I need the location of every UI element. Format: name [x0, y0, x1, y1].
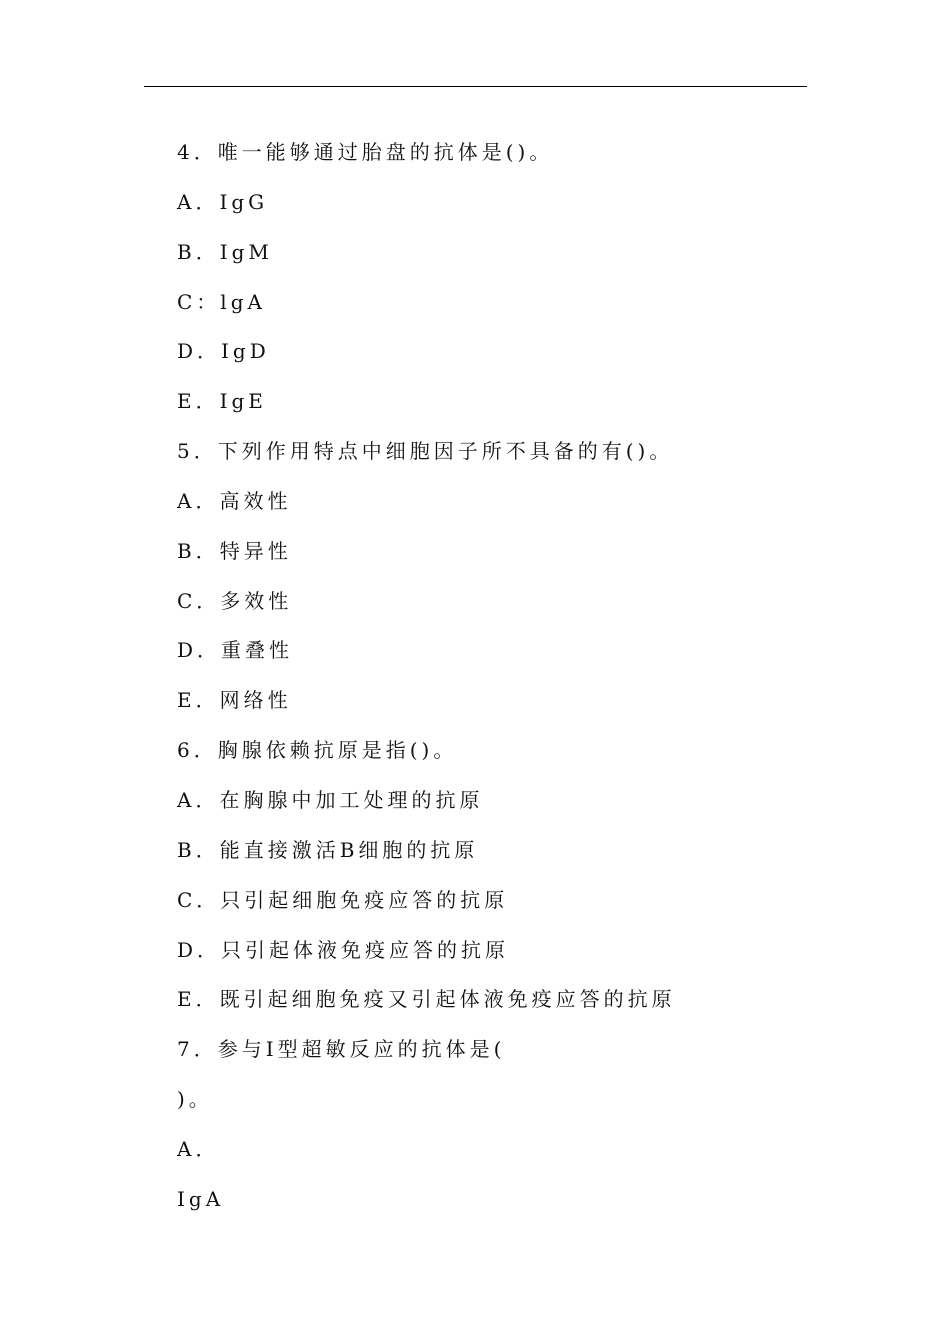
- header-rule: [144, 86, 807, 87]
- question-6-option-a: A．在胸腺中加工处理的抗原: [177, 787, 484, 812]
- question-6-option-e: E．既引起细胞免疫又引起体液免疫应答的抗原: [177, 987, 676, 1012]
- question-7-option-a-text: IgA: [177, 1186, 225, 1211]
- question-4-option-b: B．IgM: [177, 239, 273, 264]
- question-5: 5．下列作用特点中细胞因子所不具备的有()。: [177, 439, 674, 464]
- document-body: [177, 137, 817, 1234]
- question-5-option-d: D．重叠性: [177, 638, 294, 663]
- question-4-option-e: E．IgE: [177, 389, 267, 414]
- question-6: 6．胸腺依赖抗原是指()。: [177, 738, 458, 763]
- question-6-option-b: B．能直接激活B细胞的抗原: [177, 837, 479, 862]
- question-5-option-a: A．高效性: [177, 488, 292, 513]
- question-5-option-e: E．网络性: [177, 688, 292, 713]
- question-4-option-c: C：lgA: [177, 289, 266, 314]
- question-7-option-a-label: A．: [177, 1136, 220, 1161]
- question-5-option-c: C．多效性: [177, 588, 293, 613]
- question-6-option-c: C．只引起细胞免疫应答的抗原: [177, 887, 509, 912]
- question-7-continuation: )。: [177, 1087, 213, 1112]
- question-6-option-d: D．只引起体液免疫应答的抗原: [177, 937, 510, 962]
- question-7: 7．参与Ⅰ型超敏反应的抗体是(: [177, 1037, 506, 1062]
- question-4: 4．唯一能够通过胎盘的抗体是()。: [177, 140, 554, 164]
- question-4-option-a: A．IgG: [177, 189, 269, 214]
- question-5-option-b: B．特异性: [177, 538, 292, 563]
- question-4-option-d: D．IgD: [177, 339, 270, 364]
